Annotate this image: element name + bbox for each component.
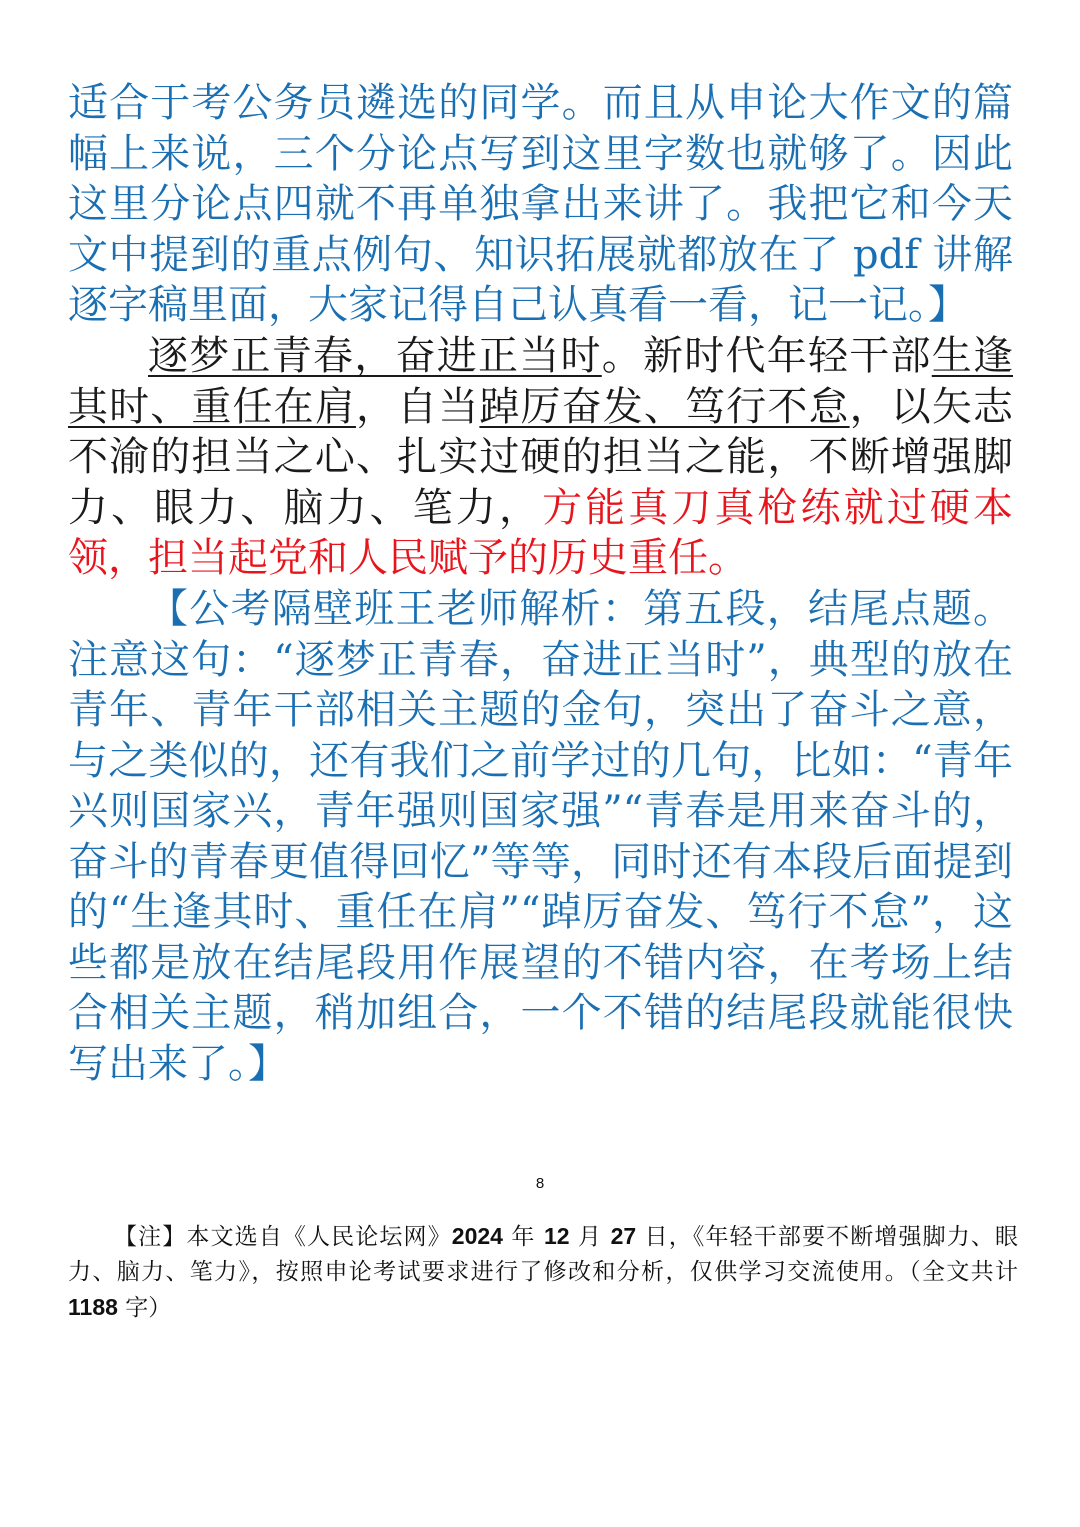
red-highlighted-conclusion: 方能真刀真枪练就过硬本领，担当起党和人民赋予的历史重任。 — [68, 484, 1014, 581]
body-text-segment: ，以矢志不渝的担当之心、扎实过硬的担当之能，不断增强脚力、眼力、脑力、笔力， — [68, 383, 1014, 531]
underlined-phrase-era: 生逢其时、重任在肩 — [68, 333, 1013, 430]
commentary-continuation-paragraph — [68, 78, 1013, 331]
teacher-analysis-text: 【公考隔壁班王老师解析：第五段，结尾点题。注意这句：“逐梦正青春，奋进正当时”，典型的放在青年、青年干部相关主题的金句，突出了奋斗之意，与之类似的，还有我们之前学过的几句，比如：“青年兴则国家兴，青年强则国家强”“青春是用来奋斗的，奋斗的青春更值得回忆”等等，同时还有本段后面提到的“生逢其时、重任在肩”“踔厉奋发、笃行不怠”，这些都是放在结尾段用作展望的不错内容，在考场上结合相关主题，稍加组合，一个不错的结尾段就能很快写出来了。】 — [68, 586, 1013, 1087]
teacher-analysis-paragraph — [68, 584, 1013, 1089]
body-text-segment: ，自当 — [355, 383, 480, 430]
page-number: 8 — [535, 1175, 545, 1192]
commentary-continuation-text: 适合于考公务员遴选的同学。而且从申论大作文的篇幅上来说，三个分论点写到这里字数也就够了。因此这里分论点四就不再单独拿出来讲了。我把它和今天文中提到的重点例句、知识拓展就都放在了 pdf 讲解逐字稿里面，大家记得自己认真看一看，记一记。】 — [68, 80, 1013, 328]
underlined-phrase-striving: 踔厉奋发、笃行不怠 — [479, 383, 850, 430]
underlined-phrase-dream: 逐梦正青春，奋进正当时 — [148, 333, 602, 379]
source-footnote: 【注】本文选自《人民论坛网》2024 年 12 月 27 日，《年轻干部要不断增强脚力、眼力、脑力、笔力》，按照申论考试要求进行了修改和分析，仅供学习交流使用。（全文共计 1188 字） — [68, 1223, 1019, 1321]
closing-body-paragraph — [68, 331, 1013, 584]
body-text-segment: 。新时代年轻干部 — [601, 333, 932, 379]
